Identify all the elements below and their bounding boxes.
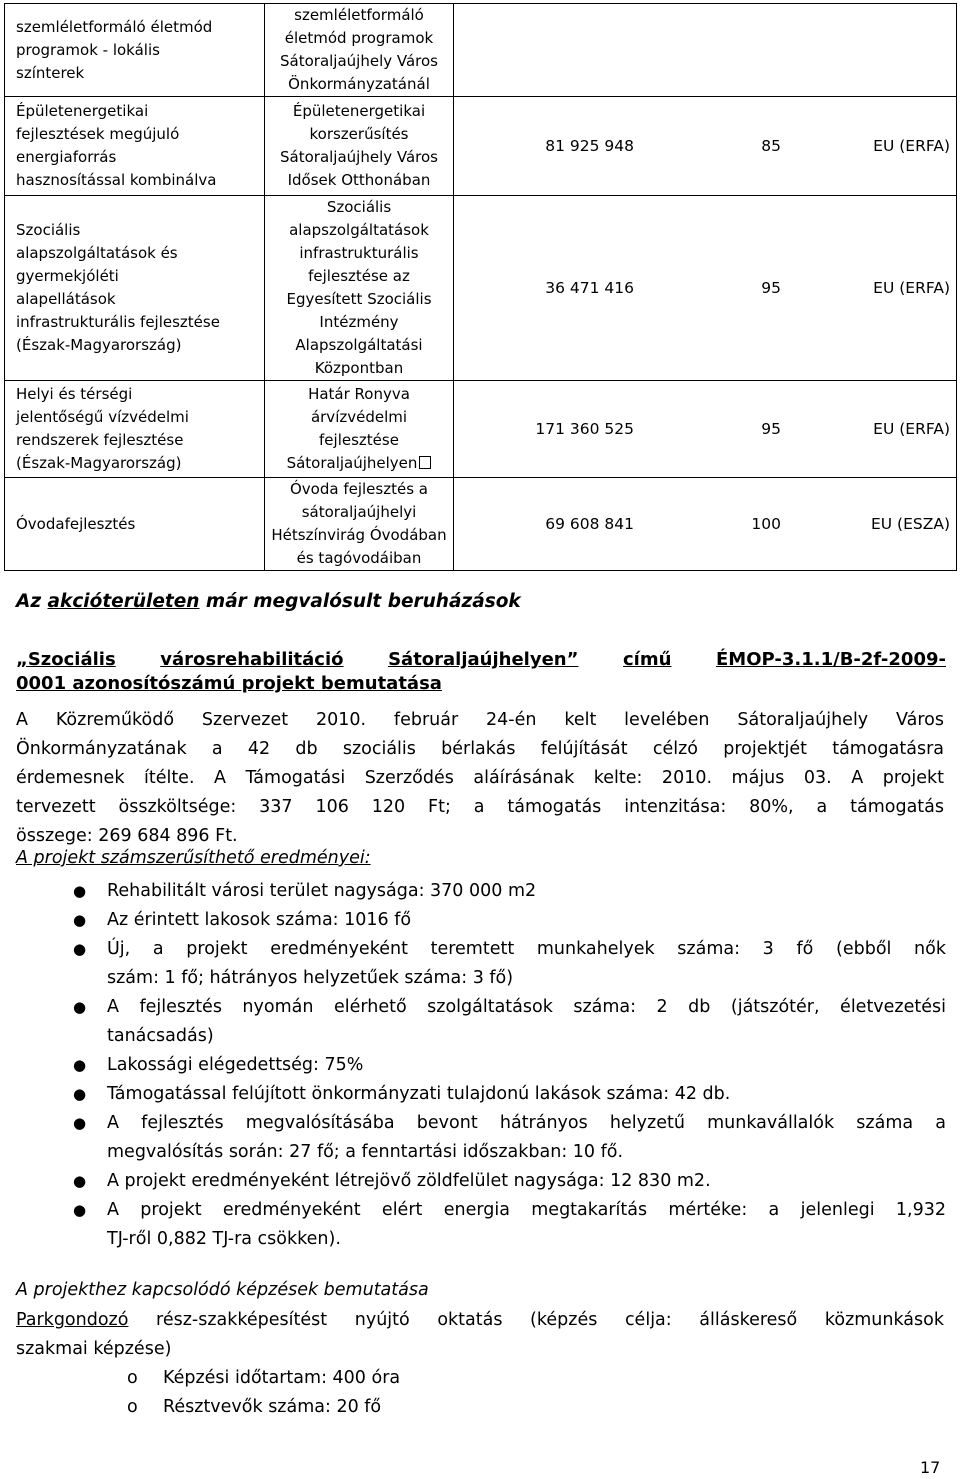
results-list xyxy=(0,877,946,1254)
program-cell: Épületenergetikai fejlesztések megújuló energiaforrás hasznosítással kombinálva xyxy=(16,102,217,189)
circle-bullet-icon: o xyxy=(127,1397,138,1417)
project-heading: „Szociális városrehabilitáció Sátoraljaújhelyen” című ÉMOP-3.1.1/B-2f-2009- 0001 azonosítószámú projekt bemutatása xyxy=(16,649,946,694)
bullet-icon: ● xyxy=(73,1172,87,1190)
project-cell: Óvoda fejlesztés a sátoraljaújhelyi Hétszínvirág Óvodában és tagóvodáiban xyxy=(271,480,447,567)
table-row xyxy=(5,97,957,196)
table-row xyxy=(5,4,957,97)
projects-table xyxy=(4,3,957,571)
table-row xyxy=(5,381,957,478)
bullet-icon: ● xyxy=(73,940,87,958)
bullet-icon: ● xyxy=(73,882,87,900)
circle-bullet-icon: o xyxy=(127,1368,138,1388)
fund-cell: EU (ERFA) xyxy=(873,137,950,155)
training-description: Parkgondozó rész-szakképesítést nyújtó oktatás (képzés célja: álláskereső közmunkások szakmai képzése) xyxy=(16,1310,944,1359)
list-item: o Képzési időtartam: 400 óra xyxy=(0,1364,400,1393)
bullet-icon: ● xyxy=(73,1201,87,1219)
project-cell: Határ Ronyva árvízvédelmi fejlesztése Sátoraljaújhelyen xyxy=(286,385,418,472)
list-item: o Résztvevők száma: 20 fő xyxy=(0,1393,400,1422)
results-title: A projekt számszerűsíthető eredményei: xyxy=(16,848,371,868)
amount-cell: 69 608 841 xyxy=(545,515,634,533)
list-item: ● Az érintett lakosok száma: 1016 fő xyxy=(0,906,946,935)
training-list xyxy=(0,1364,400,1422)
bullet-icon: ● xyxy=(73,1056,87,1074)
program-cell: Szociális alapszolgáltatások és gyermekjóléti alapellátások infrastrukturális fejlesztése (Észak-Magyarország) xyxy=(16,221,220,354)
list-item: ● Támogatással felújított önkormányzati tulajdonú lakások száma: 42 db. xyxy=(0,1080,946,1109)
project-cell: Épületenergetikai korszerűsítés Sátoraljaújhely Város Idősek Otthonában xyxy=(280,102,438,189)
project-cell: Szociális alapszolgáltatások infrastrukturális fejlesztése az Egyesített Szociális Intézmény Alapszolgáltatási Központban xyxy=(286,198,432,377)
fund-cell: EU (ERFA) xyxy=(873,420,950,438)
fund-cell: EU (ESZA) xyxy=(870,515,950,533)
amount-cell: 81 925 948 xyxy=(545,137,634,155)
bullet-icon: ● xyxy=(73,998,87,1016)
table-row xyxy=(5,478,957,571)
program-cell: szemléletformáló életmód programok - lokális színterek xyxy=(16,17,213,82)
amount-cell: 36 471 416 xyxy=(545,279,634,297)
list-item: ● Lakossági elégedettség: 75% xyxy=(0,1051,946,1080)
list-item: ● A projekt eredményeként létrejövő zöldfelület nagysága: 12 830 m2. xyxy=(0,1167,946,1196)
percent-cell: 95 xyxy=(761,279,781,297)
list-item: ● A fejlesztés nyomán elérhető szolgáltatások száma: 2 db (játszótér, életvezetési tanácsadás) xyxy=(0,993,946,1051)
bullet-icon: ● xyxy=(73,1114,87,1132)
bullet-icon: ● xyxy=(73,1085,87,1103)
project-cell: szemléletformáló életmód programok Sátoraljaújhely Város Önkormányzatánál xyxy=(280,6,438,93)
list-item: ● A projekt eredményeként elért energia megtakarítás mértéke: a jelenlegi 1,932 TJ-ről 0,882 TJ-ra csökken). xyxy=(0,1196,946,1254)
section-title: Az akcióterületen már megvalósult beruházások xyxy=(16,591,521,612)
missing-glyph-icon xyxy=(419,456,431,469)
table-row xyxy=(5,196,957,381)
list-item: ● Új, a projekt eredményeként teremtett munkahelyek száma: 3 fő (ebből nők szám: 1 fő; hátrányos helyzetűek száma: 3 fő) xyxy=(0,935,946,993)
percent-cell: 85 xyxy=(761,137,781,155)
fund-cell: EU (ERFA) xyxy=(873,279,950,297)
page-number: 17 xyxy=(920,1458,941,1477)
program-cell: Helyi és térségi jelentőségű vízvédelmi rendszerek fejlesztése (Észak-Magyarország) xyxy=(16,385,189,472)
project-description: A Közreműködő Szervezet 2010. február 24-én kelt levelében Sátoraljaújhely Város Önkormányzatának a 42 db szociális bérlakás felújítását célzó projektjét támogatásra érdemesnek ítélte. A Támogatási Szerződés aláírásának kelte: 2010. május 03. A projekt tervezett összköltsége: 337 106 120 Ft; a támogatás intenzitása: 80%, a támogatás összege: 269 684 896 Ft. xyxy=(16,710,944,846)
list-item: ● Rehabilitált városi terület nagysága: 370 000 m2 xyxy=(0,877,946,906)
course-name: Parkgondozó xyxy=(16,1310,129,1330)
program-cell: Óvodafejlesztés xyxy=(16,514,136,533)
amount-cell: 171 360 525 xyxy=(535,420,634,438)
list-item: ● A fejlesztés megvalósításába bevont hátrányos helyzetű munkavállalók száma a megvalósítás során: 27 fő; a fenntartási időszakban: 10 fő. xyxy=(0,1109,946,1167)
percent-cell: 100 xyxy=(751,515,781,533)
percent-cell: 95 xyxy=(761,420,781,438)
training-title: A projekthez kapcsolódó képzések bemutatása xyxy=(16,1280,429,1300)
bullet-icon: ● xyxy=(73,911,87,929)
